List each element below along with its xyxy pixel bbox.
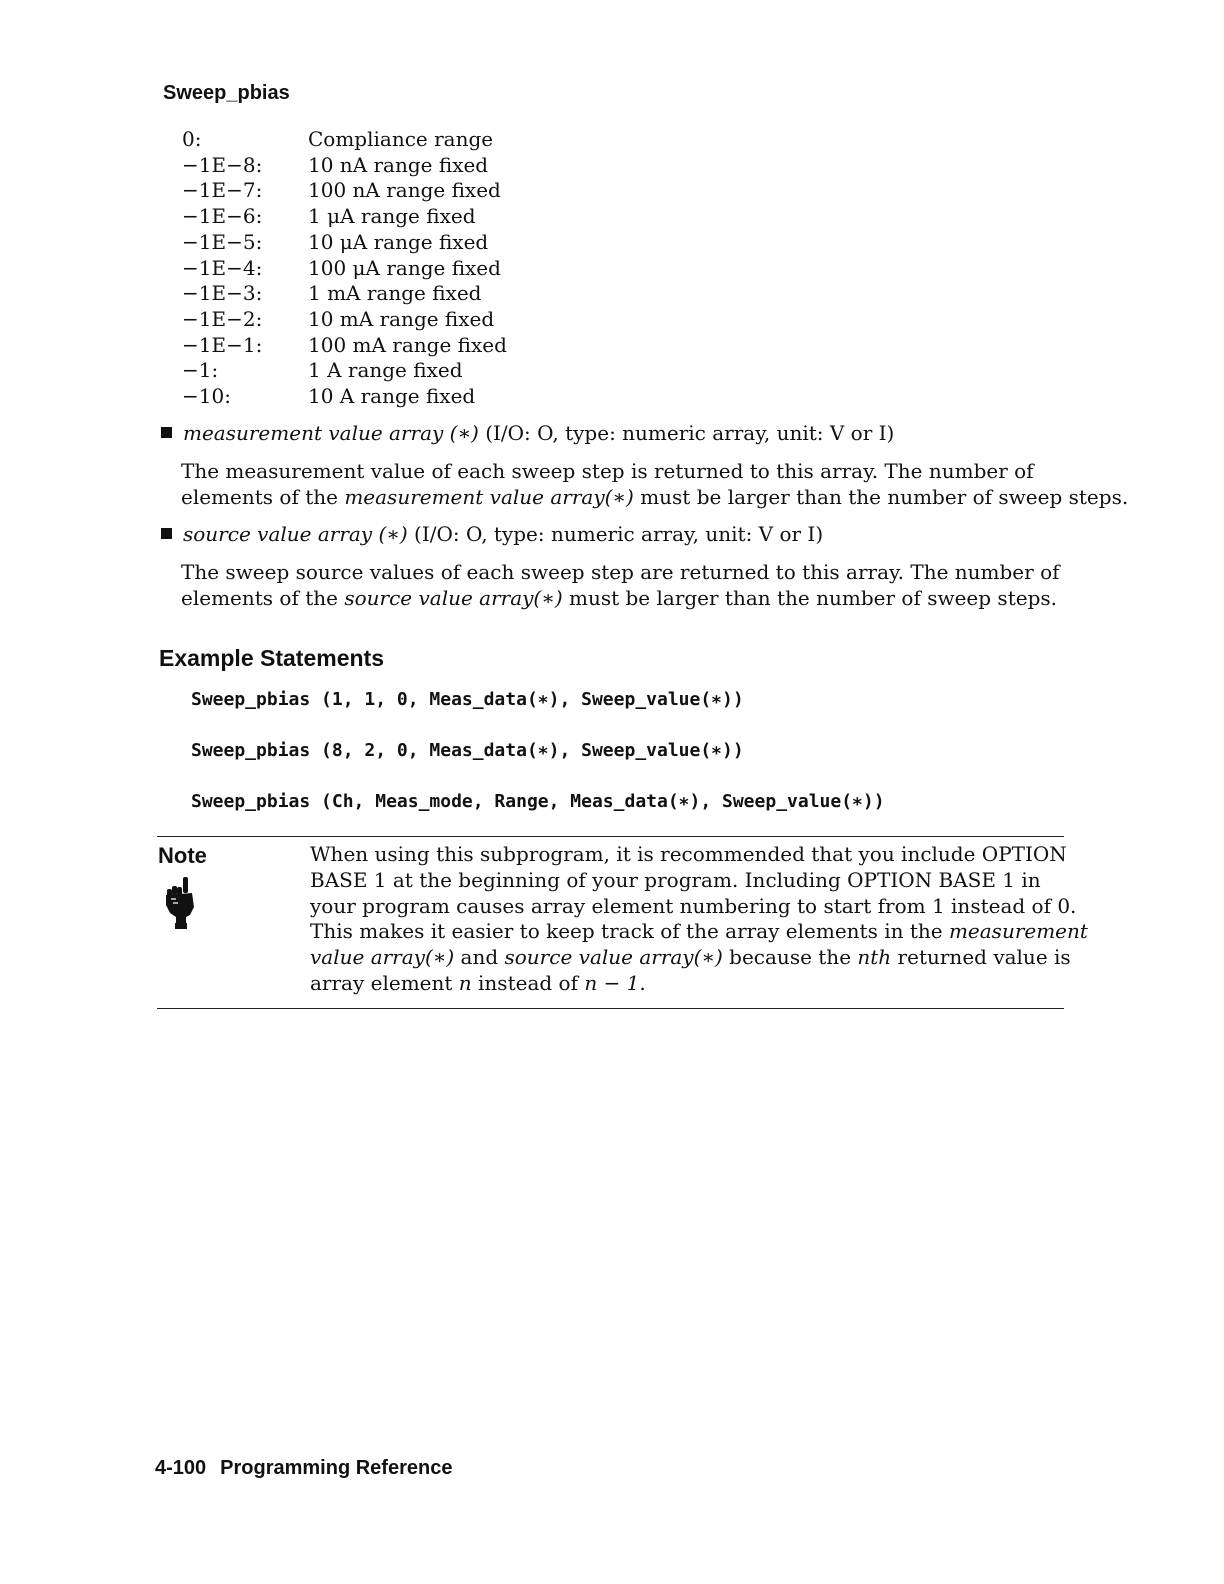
range-row — [182, 178, 507, 204]
note-line: This makes it easier to keep track of the array elements in the measurement — [310, 919, 1088, 944]
param-spec: (I/O: O, type: numeric array, unit: V or I) — [407, 522, 824, 546]
range-value: −1E−1: — [182, 332, 263, 357]
param-description — [181, 559, 1080, 611]
page-number: 4-100 — [155, 1457, 207, 1479]
range-row — [182, 307, 507, 333]
range-value: 0: — [182, 127, 202, 151]
note-bottom-rule — [157, 1008, 1064, 1009]
range-row — [182, 384, 507, 410]
section-title: Sweep_pbias — [163, 82, 290, 104]
param-description-line: The sweep source values of each sweep step are returned to this array. The number of — [181, 560, 1060, 584]
bullet-square-icon — [161, 528, 172, 539]
param-measurement-value-array — [160, 421, 1129, 510]
chapter-title: Programming Reference — [220, 1457, 453, 1479]
param-name: measurement value array (∗) — [183, 421, 479, 445]
note-body — [310, 842, 1088, 997]
range-description: 1 μA range fixed — [308, 204, 476, 229]
range-description: 10 μA range fixed — [308, 229, 489, 254]
range-description: 100 nA range fixed — [308, 178, 501, 203]
example-code-line: Sweep_pbias (1, 1, 0, Meas_data(∗), Sweep_value(∗)) — [191, 689, 744, 710]
example-code-line: Sweep_pbias (Ch, Meas_mode, Range, Meas_data(∗), Sweep_value(∗)) — [191, 791, 885, 812]
range-value: −1E−2: — [182, 306, 263, 331]
note-line: array element n instead of n − 1. — [310, 970, 646, 995]
param-name: source value array (∗) — [183, 522, 408, 546]
range-table — [182, 127, 507, 410]
range-row — [182, 153, 507, 179]
note-top-rule — [157, 836, 1064, 837]
page-footer — [155, 1457, 452, 1480]
bullet-square-icon — [161, 427, 172, 438]
range-row — [182, 281, 507, 307]
range-row — [182, 256, 507, 282]
note-line: When using this subprogram, it is recommended that you include OPTION — [310, 842, 1067, 866]
param-description-line: elements of the measurement value array(∗) must be larger than the number of sweep steps. — [181, 485, 1129, 509]
range-row — [182, 127, 507, 153]
param-description-line: elements of the source value array(∗) must be larger than the number of sweep steps. — [181, 586, 1057, 610]
range-row — [182, 358, 507, 384]
range-value: −1E−3: — [182, 281, 263, 306]
range-row — [182, 204, 507, 230]
note-label: Note — [158, 843, 207, 868]
pointing-hand-icon — [164, 877, 200, 931]
range-value: −10: — [182, 384, 231, 409]
range-description: Compliance range — [308, 127, 494, 151]
param-header — [160, 421, 1080, 445]
range-value: −1E−7: — [182, 178, 263, 203]
note-line: your program causes array element numbering to start from 1 instead of 0. — [310, 893, 1077, 918]
range-value: −1E−4: — [182, 255, 263, 280]
range-description: 1 mA range fixed — [308, 281, 482, 306]
range-description: 10 nA range fixed — [308, 152, 489, 177]
range-description: 10 A range fixed — [308, 384, 476, 409]
range-description: 10 mA range fixed — [308, 306, 495, 331]
range-description: 100 μA range fixed — [308, 255, 501, 280]
param-header — [160, 522, 1080, 546]
note-line: BASE 1 at the beginning of your program. Including OPTION BASE 1 in — [310, 867, 1041, 892]
range-row — [182, 333, 507, 359]
param-description-line: The measurement value of each sweep step is returned to this array. The number of — [181, 459, 1034, 483]
range-description: 100 mA range fixed — [308, 332, 507, 357]
range-description: 1 A range fixed — [308, 358, 463, 383]
example-statements-heading: Example Statements — [159, 645, 384, 671]
range-row — [182, 230, 507, 256]
range-value: −1E−6: — [182, 204, 263, 229]
param-source-value-array — [160, 522, 1080, 611]
range-value: −1E−8: — [182, 152, 263, 177]
param-spec: (I/O: O, type: numeric array, unit: V or I) — [478, 421, 895, 445]
param-description — [181, 458, 1129, 510]
range-value: −1E−5: — [182, 229, 263, 254]
example-code-line: Sweep_pbias (8, 2, 0, Meas_data(∗), Sweep_value(∗)) — [191, 740, 744, 761]
range-value: −1: — [182, 358, 219, 383]
note-line: value array(∗) and source value array(∗) because the nth returned value is — [310, 945, 1071, 970]
